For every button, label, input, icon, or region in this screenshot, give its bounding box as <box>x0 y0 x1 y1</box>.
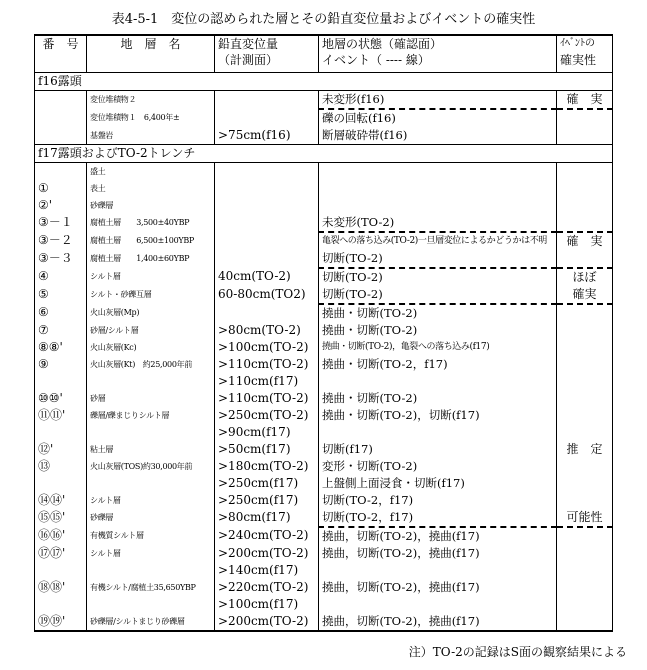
cell-displacement: >90cm(f17) <box>215 424 319 441</box>
cell-certainty <box>557 424 613 441</box>
cell-state <box>319 424 557 441</box>
cell-layer <box>87 562 215 579</box>
cell-layer: シルト層 <box>87 545 215 562</box>
cell-certainty <box>557 527 613 545</box>
cell-certainty <box>557 214 613 232</box>
cell-certainty <box>557 250 613 268</box>
header-state-line2: イベント（ ---- 線） <box>322 53 430 67</box>
cell-displacement: >50cm(f17) <box>215 441 319 458</box>
displacement-table <box>34 34 613 632</box>
table-row <box>35 322 613 339</box>
cell-number: ① <box>35 180 87 197</box>
cell-certainty <box>557 109 613 127</box>
table-row <box>35 339 613 356</box>
cell-number: ②' <box>35 197 87 214</box>
cell-number: ⑭⑭' <box>35 492 87 509</box>
cell-certainty: 確 実 <box>557 91 613 110</box>
cell-certainty: 推 定 <box>557 441 613 458</box>
cell-displacement: >80cm(TO-2) <box>215 322 319 339</box>
table-row <box>35 286 613 304</box>
section-row-f17 <box>35 145 613 163</box>
table-row <box>35 441 613 458</box>
cell-displacement <box>215 197 319 214</box>
cell-number: ⑩⑩' <box>35 390 87 407</box>
cell-number: ③－２ <box>35 232 87 250</box>
cell-displacement: >80cm(f17) <box>215 509 319 527</box>
table-row <box>35 127 613 145</box>
table-row <box>35 527 613 545</box>
cell-displacement <box>215 232 319 250</box>
cell-state: 切断(TO-2，f17) <box>319 492 557 509</box>
cell-displacement: 40cm(TO-2) <box>215 268 319 286</box>
section-label-f17: f17露頭およびTO-2トレンチ <box>35 145 613 163</box>
cell-state <box>319 373 557 390</box>
cell-state <box>319 197 557 214</box>
cell-state: 未変形(TO-2) <box>319 214 557 232</box>
cell-certainty <box>557 596 613 613</box>
cell-certainty: 確 実 <box>557 232 613 250</box>
cell-state: 撓曲・切断(TO-2) <box>319 390 557 407</box>
table-row <box>35 407 613 424</box>
cell-number <box>35 373 87 390</box>
table-row <box>35 509 613 527</box>
section-row-f16 <box>35 73 613 91</box>
cell-displacement: >220cm(TO-2) <box>215 579 319 596</box>
cell-layer: 火山灰層(Mp) <box>87 304 215 322</box>
header-displacement-line2: （計測面） <box>218 53 279 67</box>
cell-certainty <box>557 475 613 492</box>
table-row <box>35 304 613 322</box>
cell-state: 変形・切断(TO-2) <box>319 458 557 475</box>
cell-displacement: >110cm(f17) <box>215 373 319 390</box>
cell-layer: 砂層/シルト層 <box>87 322 215 339</box>
cell-certainty <box>557 163 613 181</box>
cell-displacement: >110cm(TO-2) <box>215 390 319 407</box>
cell-state <box>319 562 557 579</box>
cell-layer: 粘土層 <box>87 441 215 458</box>
cell-layer: 砂礫層 <box>87 197 215 214</box>
cell-state: 切断(TO-2) <box>319 268 557 286</box>
cell-number: ⑪⑪' <box>35 407 87 424</box>
cell-displacement: >250cm(TO-2) <box>215 407 319 424</box>
cell-layer: 有機質シルト層 <box>87 527 215 545</box>
table-row <box>35 545 613 562</box>
table-row <box>35 180 613 197</box>
cell-certainty <box>557 458 613 475</box>
cell-state: 撓曲，切断(TO-2)，撓曲(f17) <box>319 527 557 545</box>
cell-number: ⑤ <box>35 286 87 304</box>
cell-layer: 火山灰層(Kc) <box>87 339 215 356</box>
cell-layer: 砂礫層/シルトまじり砂礫層 <box>87 613 215 631</box>
cell-number: ⑥ <box>35 304 87 322</box>
cell-certainty <box>557 390 613 407</box>
header-certainty <box>557 35 613 73</box>
cell-layer: 基盤岩 <box>87 127 215 145</box>
table-row <box>35 373 613 390</box>
cell-certainty <box>557 579 613 596</box>
cell-number <box>35 91 87 110</box>
cell-layer: 腐植土層 3,500±40YBP <box>87 214 215 232</box>
cell-number: ⑨ <box>35 356 87 373</box>
cell-displacement: >75cm(f16) <box>215 127 319 145</box>
cell-state: 亀裂への落ち込み(TO-2)一旦層変位によるかどうかは不明 <box>319 232 557 250</box>
table-row <box>35 424 613 441</box>
cell-displacement <box>215 304 319 322</box>
table-row <box>35 492 613 509</box>
cell-number: ⑫' <box>35 441 87 458</box>
table-row <box>35 214 613 232</box>
cell-number: ④ <box>35 268 87 286</box>
table-row <box>35 268 613 286</box>
cell-layer: シルト・砂礫互層 <box>87 286 215 304</box>
cell-layer: 腐植土層 6,500±100YBP <box>87 232 215 250</box>
cell-state <box>319 180 557 197</box>
cell-number <box>35 109 87 127</box>
cell-number: ③－３ <box>35 250 87 268</box>
cell-number: ⑲⑲' <box>35 613 87 631</box>
cell-layer: 腐植土層 1,400±60YBP <box>87 250 215 268</box>
table-row <box>35 356 613 373</box>
cell-certainty <box>557 562 613 579</box>
cell-layer: シルト層 <box>87 268 215 286</box>
cell-displacement <box>215 109 319 127</box>
cell-layer: 砂層 <box>87 390 215 407</box>
cell-displacement <box>215 214 319 232</box>
cell-state: 断層破砕帯(f16) <box>319 127 557 145</box>
table-row <box>35 458 613 475</box>
cell-state: 切断(TO-2) <box>319 286 557 304</box>
cell-layer: 変位堆積物２ <box>87 91 215 110</box>
cell-displacement: >200cm(TO-2) <box>215 613 319 631</box>
cell-state <box>319 596 557 613</box>
cell-layer <box>87 475 215 492</box>
cell-certainty: 確実 <box>557 286 613 304</box>
cell-certainty <box>557 197 613 214</box>
cell-state: 撓曲・切断(TO-2) <box>319 304 557 322</box>
cell-layer: 火山灰層(TOS)約30,000年前 <box>87 458 215 475</box>
cell-displacement: >240cm(TO-2) <box>215 527 319 545</box>
cell-number <box>35 475 87 492</box>
cell-displacement <box>215 91 319 110</box>
cell-state: 撓曲，切断(TO-2)，撓曲(f17) <box>319 545 557 562</box>
table-row <box>35 232 613 250</box>
cell-displacement: >100cm(TO-2) <box>215 339 319 356</box>
cell-state: 撓曲，切断(TO-2)，撓曲(f17) <box>319 613 557 631</box>
cell-certainty: 可能性 <box>557 509 613 527</box>
cell-certainty <box>557 407 613 424</box>
section-label-f16: f16露頭 <box>35 73 613 91</box>
cell-displacement: >110cm(TO-2) <box>215 356 319 373</box>
cell-state: 撓曲・切断(TO-2) <box>319 322 557 339</box>
cell-number: ⑦ <box>35 322 87 339</box>
cell-layer: 表土 <box>87 180 215 197</box>
cell-certainty <box>557 545 613 562</box>
cell-state: 礫の回転(f16) <box>319 109 557 127</box>
cell-layer: 砂礫層 <box>87 509 215 527</box>
cell-certainty <box>557 373 613 390</box>
cell-displacement: >250cm(f17) <box>215 492 319 509</box>
cell-certainty <box>557 322 613 339</box>
cell-layer <box>87 424 215 441</box>
cell-state: 切断(TO-2，f17) <box>319 509 557 527</box>
cell-displacement <box>215 163 319 181</box>
table-header-row <box>35 35 613 73</box>
cell-displacement: 60-80cm(TO2) <box>215 286 319 304</box>
cell-displacement <box>215 180 319 197</box>
header-layer: 地 層 名 <box>87 35 215 73</box>
cell-number <box>35 163 87 181</box>
cell-certainty <box>557 492 613 509</box>
table-row <box>35 390 613 407</box>
table-row <box>35 109 613 127</box>
cell-certainty <box>557 180 613 197</box>
cell-number: ③－１ <box>35 214 87 232</box>
cell-state <box>319 163 557 181</box>
cell-layer: 火山灰層(Kt) 約25,000年前 <box>87 356 215 373</box>
table-row <box>35 91 613 110</box>
header-state <box>319 35 557 73</box>
header-state-line1: 地層の状態（確認面） <box>322 37 443 51</box>
table-title: 表4-5-1 変位の認められた層とその鉛直変位量およびイベントの確実性 <box>111 12 536 27</box>
cell-state: 切断(f17) <box>319 441 557 458</box>
cell-number: ⑮⑮' <box>35 509 87 527</box>
cell-number <box>35 127 87 145</box>
table-row <box>35 596 613 613</box>
cell-layer: 盛土 <box>87 163 215 181</box>
cell-displacement: >140cm(f17) <box>215 562 319 579</box>
table-row <box>35 250 613 268</box>
cell-layer: 変位堆積物１ 6,400年± <box>87 109 215 127</box>
header-certainty-line2: 確実性 <box>560 53 597 67</box>
table-note: 注）TO-2の記録はS面の観察結果による <box>408 645 627 659</box>
header-displacement <box>215 35 319 73</box>
cell-number: ⑱⑱' <box>35 579 87 596</box>
table-row <box>35 163 613 181</box>
cell-layer: シルト層 <box>87 492 215 509</box>
cell-displacement: >100cm(f17) <box>215 596 319 613</box>
table-row <box>35 197 613 214</box>
cell-number: ⑯⑯' <box>35 527 87 545</box>
cell-certainty: ほぼ <box>557 268 613 286</box>
cell-state: 未変形(f16) <box>319 91 557 110</box>
cell-certainty <box>557 304 613 322</box>
header-displacement-line1: 鉛直変位量 <box>218 37 279 51</box>
cell-layer <box>87 373 215 390</box>
cell-certainty <box>557 613 613 631</box>
cell-layer: 有機シルト/腐植土35,650YBP <box>87 579 215 596</box>
cell-state: 撓曲・切断(TO-2，f17) <box>319 356 557 373</box>
cell-state: 上盤側上面浸食・切断(f17) <box>319 475 557 492</box>
cell-certainty <box>557 356 613 373</box>
cell-state: 撓曲・切断(TO-2)，切断(f17) <box>319 407 557 424</box>
cell-state: 切断(TO-2) <box>319 250 557 268</box>
cell-state: 撓曲・切断(TO-2)，亀裂への落ち込み(f17) <box>319 339 557 356</box>
cell-displacement: >200cm(TO-2) <box>215 545 319 562</box>
cell-number: ⑬ <box>35 458 87 475</box>
header-certainty-line1: ｲﾍﾞﾝﾄの <box>560 38 595 49</box>
cell-number <box>35 596 87 613</box>
cell-layer: 礫層/礫まじりシルト層 <box>87 407 215 424</box>
cell-displacement <box>215 250 319 268</box>
cell-certainty <box>557 339 613 356</box>
table-row <box>35 562 613 579</box>
cell-number: ⑰⑰' <box>35 545 87 562</box>
cell-layer <box>87 596 215 613</box>
cell-certainty <box>557 127 613 145</box>
cell-number <box>35 562 87 579</box>
table-row <box>35 613 613 631</box>
cell-number <box>35 424 87 441</box>
cell-displacement: >180cm(TO-2) <box>215 458 319 475</box>
cell-state: 撓曲，切断(TO-2)，撓曲(f17) <box>319 579 557 596</box>
table-row <box>35 579 613 596</box>
cell-number: ⑧⑧' <box>35 339 87 356</box>
header-number: 番 号 <box>35 35 87 73</box>
cell-displacement: >250cm(f17) <box>215 475 319 492</box>
table-row <box>35 475 613 492</box>
